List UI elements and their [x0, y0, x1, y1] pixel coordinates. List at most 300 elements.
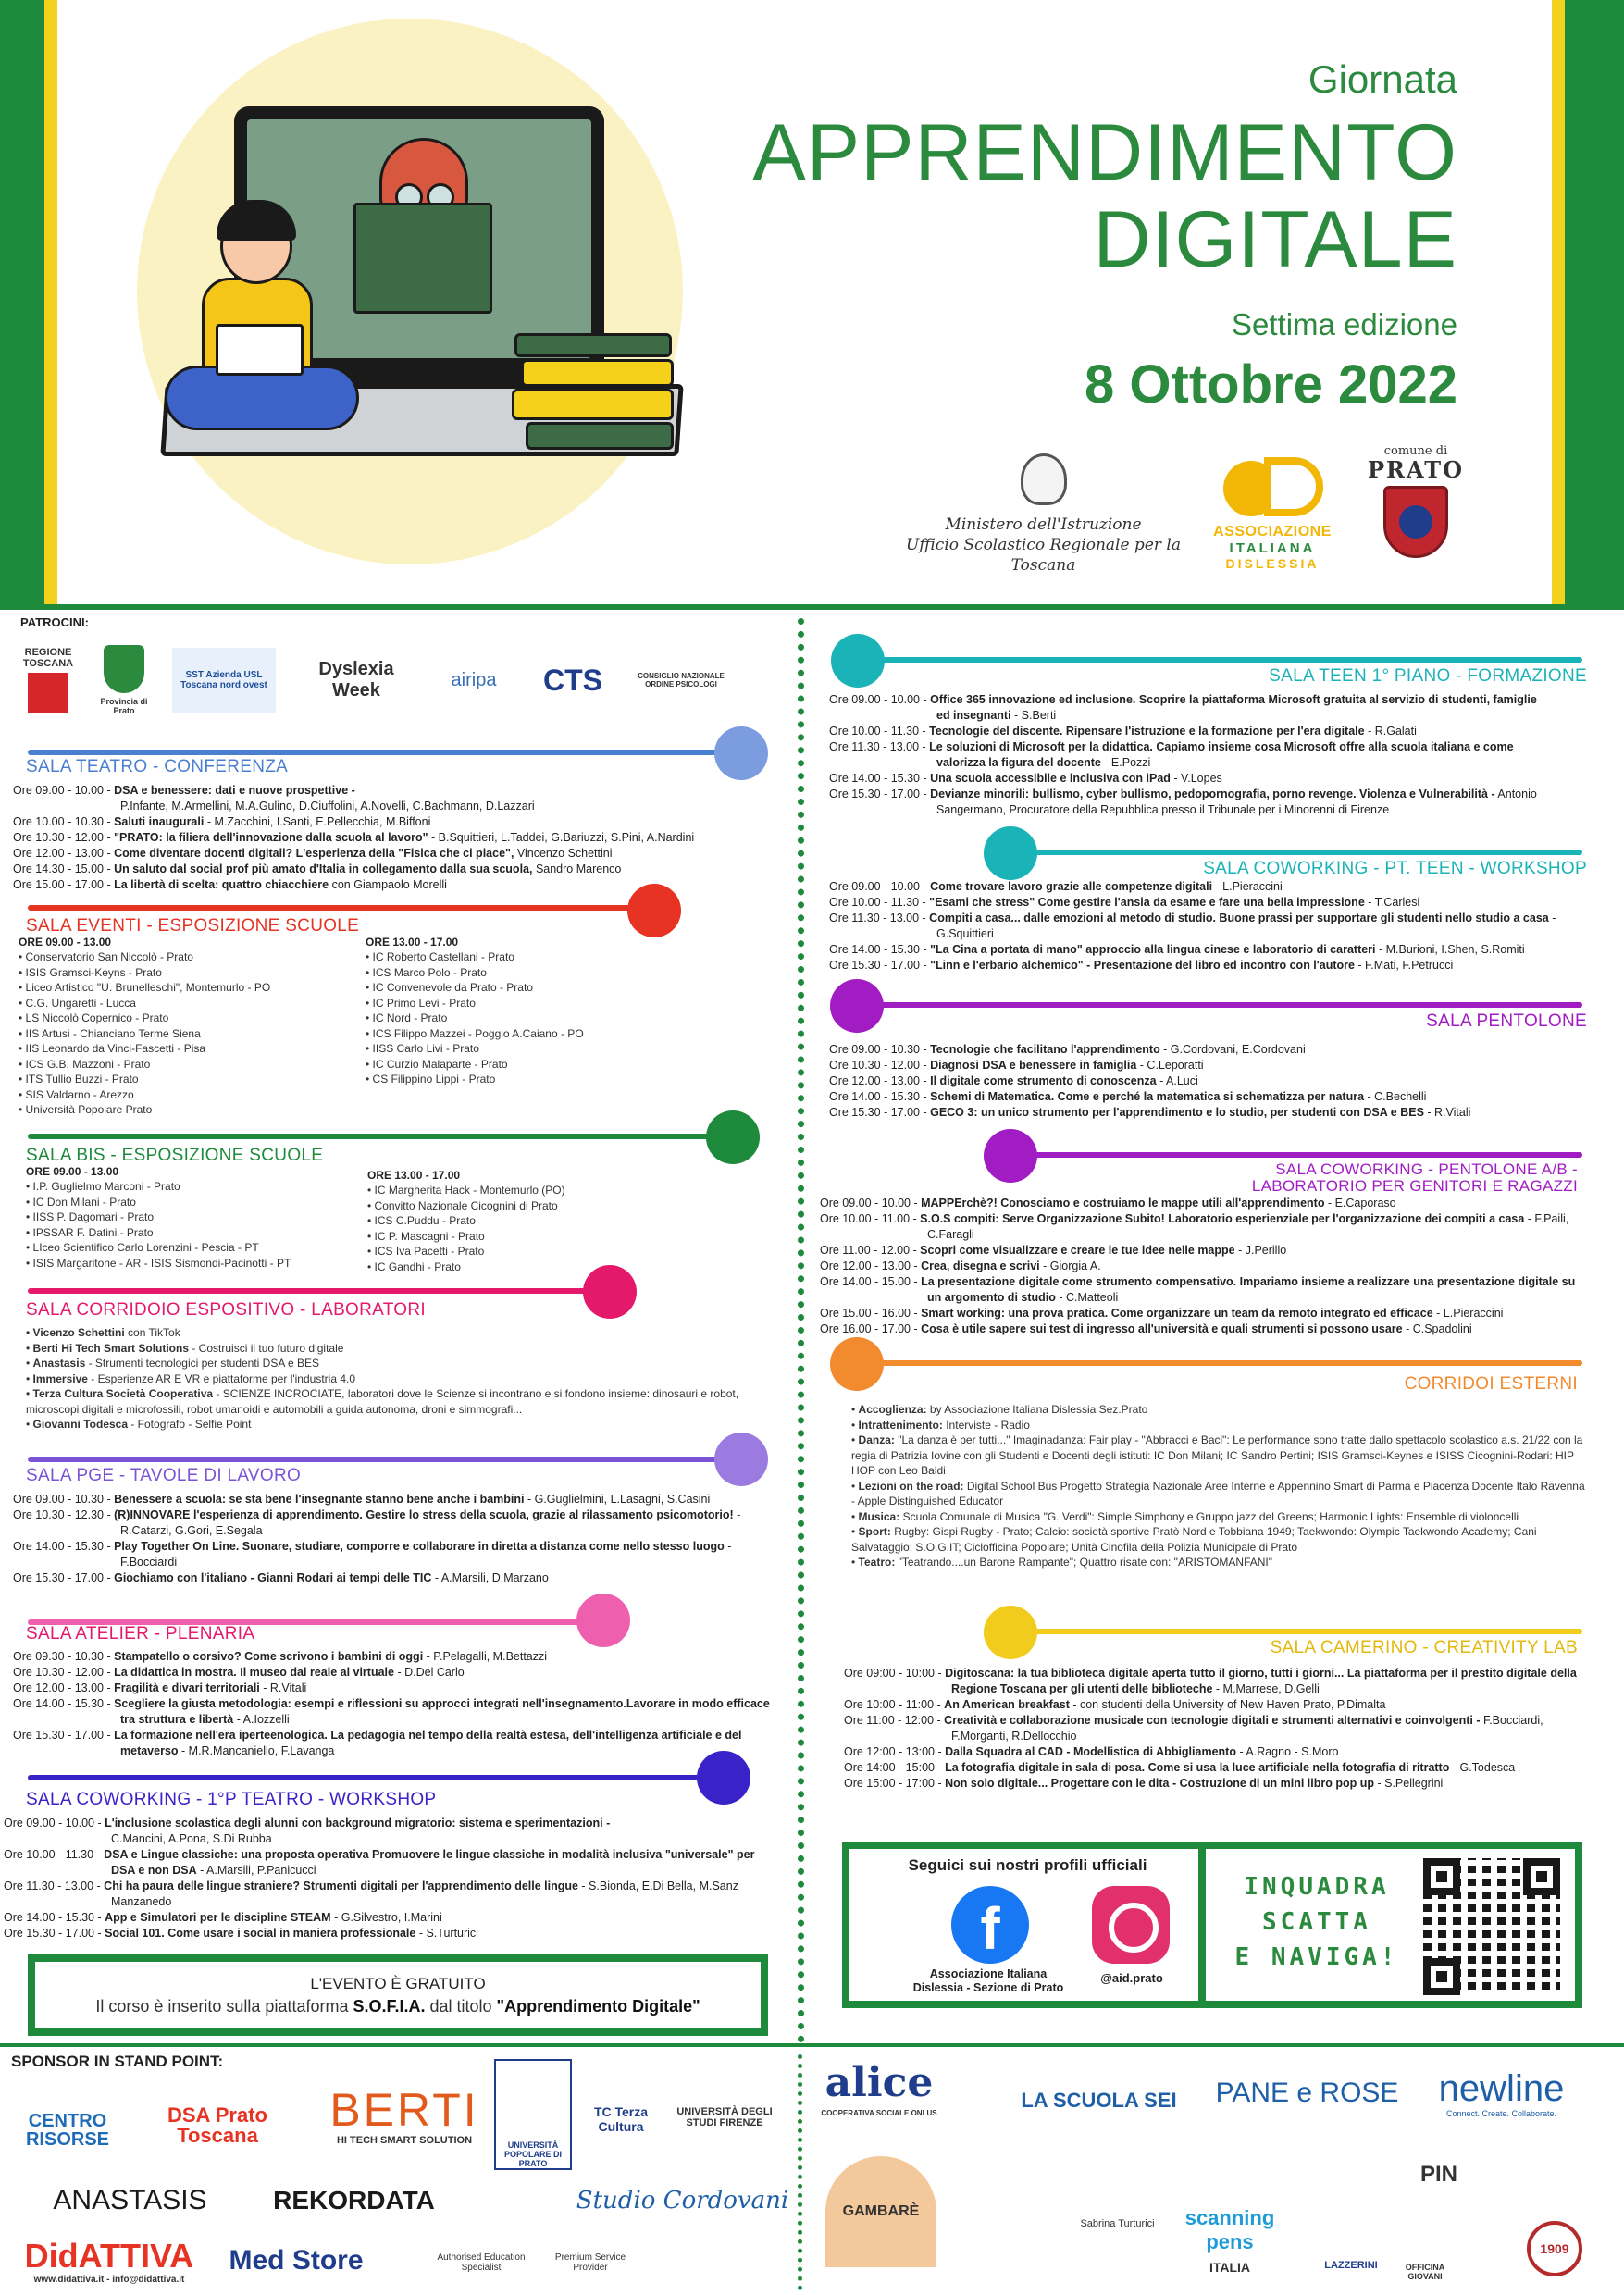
session-title: "PRATO: la filiera dell'innovazione dalla scuola al lavoro" — [114, 831, 428, 844]
session-title: Digitoscana: la tua biblioteca digitale aperta tutto il giorno, tutti i giorni... La piattaforma per il prestito digitale della Regione Toscana per gli utenti delle biblioteche — [945, 1667, 1577, 1695]
session-title: La formazione nell'era iperteenologica. La pedagogia nel tempo della realtà estesa, dell'intelligenza artificiale e del metaverso — [114, 1729, 742, 1757]
schedule-row — [844, 1760, 1584, 1776]
school-item: • IC Don Milani - Prato — [26, 1195, 368, 1210]
session-time: Ore 14.00 - 15.30 - — [4, 1911, 105, 1924]
time-slot: ORE 09.00 - 13.00 — [26, 1165, 119, 1178]
item-desc: - Esperienze AR E VR e piattaforme per l'industria 4.0 — [87, 1371, 356, 1385]
schedule-row — [13, 830, 781, 846]
session-speakers: - S.Turturici — [415, 1927, 478, 1940]
session-speakers: - E.Pozzi — [1100, 756, 1151, 769]
timeline-bar — [28, 1288, 629, 1294]
school-item: • ISIS Margaritone - AR - ISIS Sismondi-Pacinotti - PT — [26, 1256, 368, 1272]
school-item: • I.P. Guglielmo Marconi - Prato — [26, 1179, 368, 1195]
schedule-row — [820, 1321, 1588, 1337]
section-title: SALA COWORKING - 1°P TEATRO - WORKSHOP — [26, 1790, 437, 1809]
schedule-row — [844, 1744, 1584, 1760]
session-speakers: - C.Spadolini — [1402, 1322, 1472, 1335]
social-box — [842, 1842, 1582, 2008]
session-time: Ore 15.30 - 17.00 - — [829, 1106, 931, 1119]
item-desc: "Teatrando....un Barone Rampante"; Quattro risate con: "ARISTOMANFANI" — [895, 1556, 1272, 1569]
session-speakers: - G.Guglielmini, L.Lasagni, S.Casini — [524, 1493, 711, 1506]
school-item: • IC Curzio Malaparte - Prato — [366, 1057, 736, 1073]
sponsor-column-divider — [798, 2054, 802, 2290]
schedule-row — [13, 1681, 781, 1696]
session-time: Ore 15.30 - 17.00 - — [13, 1729, 115, 1742]
school-item: • ICS Iva Pacetti - Prato — [367, 1244, 719, 1259]
schedule-row — [829, 1058, 1560, 1073]
education-specialist-badge: Authorised Education Specialist — [437, 2252, 526, 2273]
session-time: Ore 12:00 - 13:00 - — [844, 1745, 946, 1758]
school-item: • IIS Artusi - Chianciano Terme Siena — [19, 1026, 370, 1042]
schedule-row — [820, 1211, 1588, 1243]
session-title: Benessere a scuola: se sta bene l'insegnante stanno bene anche i bambini — [114, 1493, 525, 1506]
aid-text-2: ITALIANA — [1229, 540, 1316, 556]
sabrina-turturici-logo: Sabrina Turturici — [1080, 2218, 1155, 2229]
session-title: Cosa è utile sapere sui test di ingresso all'università e quali strumenti si possono usare — [921, 1322, 1403, 1335]
item-desc: Interviste - Radio — [942, 1418, 1030, 1432]
section-subtitle: LABORATORIO PER GENITORI E RAGAZZI — [1251, 1177, 1578, 1195]
schedule-row — [4, 1816, 781, 1831]
sst-usl-logo: SST Azienda USL Toscana nord ovest — [172, 648, 276, 713]
eventi-morning — [19, 935, 370, 1118]
session-title: Compiti a casa... dalle emozioni al metodo di studio. Buone prassi per supportare gli studenti nello studio a casa — [929, 912, 1549, 924]
session-time: Ore 15.00 - 16.00 - — [820, 1307, 922, 1320]
schedule-row — [820, 1306, 1588, 1321]
session-title: Saluti inaugurali — [114, 815, 205, 828]
school-item: • IIS Leonardo da Vinci-Fascetti - Pisa — [19, 1041, 370, 1057]
eventi-afternoon — [366, 935, 736, 1087]
school-list — [366, 949, 736, 1087]
open-book-icon — [353, 203, 492, 314]
school-item: • IC Primo Levi - Prato — [366, 996, 736, 1011]
session-time: Ore 15.30 - 17.00 - — [829, 959, 931, 972]
item-name: Vicenzo Schettini — [32, 1326, 125, 1339]
schedule-row — [829, 739, 1551, 771]
session-speakers: - C.Matteoli — [1055, 1291, 1119, 1304]
session-speakers: - A.Luci — [1156, 1074, 1198, 1087]
session-speakers: - C.Bechelli — [1364, 1090, 1427, 1103]
session-title: Office 365 innovazione ed inclusione. Scoprire la piattaforma Microsoft gratuita al servizio di studenti, famiglie ed insegnanti — [930, 693, 1537, 722]
schedule-row — [13, 814, 781, 830]
sala-eventi-section — [26, 916, 729, 937]
ministry-logo — [888, 453, 1198, 574]
comune-prato-logo — [1360, 444, 1471, 583]
psicologi-logo: CONSIGLIO NAZIONALE ORDINE PSICOLOGI — [638, 672, 725, 688]
facebook-icon[interactable]: f — [951, 1886, 1029, 1964]
item-desc: - Strumenti tecnologici per studenti DSA e BES — [85, 1357, 320, 1370]
item-name: Berti Hi Tech Smart Solutions — [32, 1341, 190, 1355]
centro-risorse-logo: CENTRO RISORSE — [25, 2111, 110, 2150]
school-item: • IC Margherita Hack - Montemurlo (PO) — [367, 1183, 719, 1198]
newline-tagline: Connect. Create. Collaborate. — [1445, 2109, 1557, 2118]
item-desc: Digital School Bus Progetto Strategia Nazionale Aree Interne e Appennino Smart di Parma e Piacenza Docente Italo Ravenna - Apple Distinguished Educator — [851, 1479, 1585, 1507]
timeline-bar — [28, 905, 648, 911]
list-item — [851, 1524, 1587, 1555]
school-item: • IPSSAR F. Datini - Prato — [26, 1225, 368, 1241]
sala-coworking-teatro-section — [26, 1790, 729, 1810]
schedule-row — [13, 1665, 781, 1681]
sala-camerino-schedule — [844, 1666, 1584, 1792]
section-title: SALA TEEN 1° PIANO - FORMAZIONE — [1269, 666, 1587, 686]
session-speakers: - Giorgia A. — [1039, 1259, 1101, 1272]
scanning-pens-country: ITALIA — [1209, 2260, 1251, 2275]
session-speakers: Vincenzo Schettini — [514, 847, 613, 860]
premium-provider-badge: Premium Service Provider — [554, 2252, 626, 2273]
patrocini-logos — [20, 634, 761, 726]
esterni-list — [851, 1402, 1587, 1570]
schedule-row — [13, 1649, 781, 1665]
scuola-sei-logo: LA SCUOLA SEI — [1021, 2089, 1177, 2112]
session-speakers: - G.Squittieri — [936, 912, 1556, 940]
session-time: Ore 10.00 - 11.00 - — [820, 1212, 921, 1225]
session-time: Ore 14.00 - 15.30 - — [13, 1540, 115, 1553]
schedule-row — [829, 771, 1551, 787]
book-stack-icon — [512, 389, 674, 420]
dyslexia-week-logo: Dyslexia Week — [318, 659, 394, 701]
session-speakers: - A.Marsili, D.Marzano — [431, 1571, 549, 1584]
qr-code-icon[interactable] — [1423, 1858, 1560, 1995]
list-item — [26, 1386, 757, 1417]
session-title: Crea, disegna e scrivi — [921, 1259, 1040, 1272]
session-time: Ore 14.00 - 15.30 - — [13, 1697, 115, 1710]
session-title: DSA e Lingue classiche: una proposta operativa Promuovere le lingue classiche in modalità inclusiva "universale" per DSA e non DSA — [104, 1848, 755, 1877]
section-title: SALA ATELIER - PLENARIA — [26, 1624, 255, 1644]
session-time: Ore 15.30 - 17.00 - — [13, 1571, 115, 1584]
schedule-row — [829, 911, 1560, 942]
schedule-row — [844, 1776, 1584, 1792]
schedule-row — [829, 787, 1551, 818]
session-speakers: - B.Squittieri, L.Taddei, G.Bariuzzi, S.Pini, A.Nardini — [428, 831, 695, 844]
session-time: Ore 10.30 - 12.00 - — [829, 1059, 931, 1072]
session-speakers: - R.Vitali — [259, 1681, 307, 1694]
session-time: Ore 14.30 - 15.00 - — [13, 862, 115, 875]
session-speakers: - S.Pellegrini — [1374, 1777, 1444, 1790]
session-time: Ore 12.00 - 13.00 - — [829, 1074, 931, 1087]
session-speakers: Sandro Marenco — [532, 862, 622, 875]
session-title: Schemi di Matematica. Come e perché la matematica si schematizza per natura — [930, 1090, 1365, 1103]
schedule-row — [829, 1089, 1560, 1105]
sala-teatro-section — [26, 757, 729, 777]
school-item: • LS Niccolò Copernico - Prato — [19, 1011, 370, 1026]
qr-slogan: INQUADRA SCATTA E NAVIGA! — [1234, 1873, 1399, 1971]
alice-logo: alice — [824, 2058, 934, 2106]
schedule-row — [829, 895, 1560, 911]
officina-giovani-logo: OFFICINA GIOVANI — [1405, 2263, 1445, 2281]
session-time: Ore 16.00 - 17.00 - — [820, 1322, 922, 1335]
universita-popolare-logo: UNIVERSITÀ POPOLARE DI PRATO — [494, 2059, 572, 2170]
medstore-logo: Med Store — [229, 2245, 364, 2276]
bis-afternoon — [367, 1168, 719, 1274]
berti-tagline: HI TECH SMART SOLUTION — [336, 2135, 473, 2146]
session-speakers: - R.Vitali — [1423, 1106, 1471, 1119]
session-time: Ore 09.00 - 10.30 - — [829, 1043, 931, 1056]
timeline-bar — [28, 750, 740, 755]
timeline-bar — [28, 1775, 722, 1780]
schedule-row — [13, 1492, 781, 1507]
anastasis-logo: ANASTASIS — [53, 2185, 207, 2215]
session-title: Non solo digitale... Progettare con le dita - Costruzione di un mini libro pop up — [945, 1777, 1374, 1790]
session-time: Ore 11.30 - 13.00 - — [829, 912, 930, 924]
time-slot: ORE 09.00 - 13.00 — [19, 936, 112, 949]
right-green-bar — [1565, 0, 1624, 606]
schedule-row — [844, 1713, 1584, 1744]
session-speakers: - A.Marsili, P.Panicucci — [196, 1864, 316, 1877]
airipa-logo: airipa — [451, 669, 497, 690]
free-event-title: L'EVENTO È GRATUITO — [310, 1975, 486, 1992]
schedule-row — [820, 1274, 1588, 1306]
sofia-note: Il corso è inserito sulla piattaforma S.O.F.I.A. dal titolo "Apprendimento Digitale" — [95, 1997, 700, 2016]
timeline-bar — [1010, 850, 1582, 855]
item-desc: Scuola Comunale di Musica "G. Verdi": Simple Simphony e Gruppo jazz del Greens; Harmonic Lights: Ensemble di violoncelli — [899, 1509, 1519, 1523]
school-item: • IC Gandhi - Prato — [367, 1259, 719, 1275]
item-name: Danza: — [858, 1433, 895, 1446]
session-title: Tecnologie che facilitano l'apprendimento — [930, 1043, 1160, 1056]
session-title: Come trovare lavoro grazie alle competenze digitali — [930, 880, 1213, 893]
session-time: Ore 09.30 - 10.30 - — [13, 1650, 115, 1663]
edition-label: Settima edizione — [1232, 307, 1457, 341]
section-title: SALA EVENTI - ESPOSIZIONE SCUOLE — [26, 916, 360, 936]
school-list — [26, 1179, 368, 1271]
school-item: • ITS Tullio Buzzi - Prato — [19, 1072, 370, 1087]
schedule-row — [13, 1728, 781, 1759]
schedule-row — [820, 1243, 1588, 1259]
session-title: "Linn e l'erbario alchemico" - Presentazione del libro ed incontro con l'autore — [930, 959, 1355, 972]
sala-camerino-section — [888, 1638, 1578, 1658]
session-title: (R)INNOVARE l'esperienza di apprendimento. Gestire lo stress della scuola, grazie al rilassamento psicomotorio! — [114, 1508, 734, 1521]
page-title — [703, 109, 1457, 283]
session-title: Un saluto dal social prof più amato d'Italia in collegamento dalla sua scuola, — [114, 862, 533, 875]
session-time: Ore 09.00 - 10.00 - — [13, 784, 115, 797]
session-title: GECO 3: un unico strumento per l'apprendimento e lo studio, per studenti con DSA e BES — [930, 1106, 1424, 1119]
school-item: • ISIS Gramsci-Keyns - Prato — [19, 965, 370, 981]
schedule-row — [13, 1696, 781, 1728]
schedule-row — [829, 692, 1551, 724]
aid-text-3: DISLESSIA — [1225, 556, 1320, 571]
laboratori-list — [26, 1325, 757, 1433]
patrocini-title: PATROCINI: — [20, 615, 89, 629]
session-title: DSA e benessere: dati e nuove prospettive - — [114, 784, 355, 797]
list-item — [851, 1509, 1587, 1525]
session-speakers: P.Infante, M.Armellini, M.A.Gulino, D.Ciuffolini, A.Novelli, C.Bachmann, D.Lazzari — [120, 800, 535, 813]
schedule-row — [4, 1926, 781, 1941]
newline-logo: newline — [1438, 2067, 1565, 2109]
session-title: Play Together On Line. Suonare, studiare, comporre e collaborare in diretta a distanza come nello stesso luogo — [114, 1540, 725, 1553]
schedule-row — [829, 1042, 1560, 1058]
sala-bis-section — [26, 1146, 729, 1166]
timeline-bar — [861, 1002, 1582, 1008]
prato-small: comune di — [1383, 444, 1448, 458]
item-desc: - Fotografo - Selfie Point — [128, 1418, 252, 1431]
session-speakers: - E.Caporaso — [1324, 1197, 1396, 1210]
book-stack-icon — [521, 359, 674, 387]
session-speakers: con Giampaolo Morelli — [329, 878, 447, 891]
prato-shield-icon — [1383, 486, 1448, 558]
session-time: Ore 14.00 - 15.30 - — [829, 772, 931, 785]
sala-atelier-schedule — [13, 1649, 781, 1759]
title-line-1: APPRENDIMENTO — [752, 108, 1457, 197]
didattiva-contact: www.didattiva.it - info@didattiva.it — [33, 2274, 185, 2285]
session-time: Ore 09:00 - 10:00 - — [844, 1667, 946, 1680]
schedule-row — [829, 1105, 1560, 1121]
session-speakers: - P.Pelagalli, M.Bettazzi — [423, 1650, 548, 1663]
left-yellow-bar — [44, 0, 57, 606]
session-speakers: F.Bocciardi, F.Morganti, R.Dellocchio — [951, 1714, 1543, 1743]
session-title: Una scuola accessibile e inclusiva con iPad — [930, 772, 1171, 785]
sala-pge-schedule — [13, 1492, 781, 1586]
session-title: An American breakfast — [944, 1698, 1070, 1711]
item-desc: Rugby: Gispi Rugby - Prato; Calcio: società sportive Pratò Nord e Tobbiana 1949; Taekwondo: Olympic Taekwondo Academy; Cani Salvataggio: S.O.G.IT; Ciclofficina Popolare; Unità Cinofila della Polizia Municipale di Prato — [851, 1525, 1537, 1554]
sala-corridoio-section — [26, 1300, 729, 1321]
lazzerini-logo: LAZZERINI — [1324, 2260, 1378, 2271]
session-time: Ore 12.00 - 13.00 - — [13, 847, 115, 860]
column-divider — [798, 618, 805, 2043]
header-divider — [0, 604, 1624, 610]
follow-us-label: Seguici sui nostri profili ufficiali — [908, 1856, 1147, 1874]
cts-logo: CTS — [543, 663, 602, 697]
school-item: • ICS C.Puddu - Prato — [367, 1213, 719, 1229]
session-time: Ore 15.00 - 17.00 - — [13, 878, 115, 891]
session-title: Come diventare docenti digitali? L'esperienza della "Fisica che ci piace", — [114, 847, 514, 860]
school-item: • IC Convenevole da Prato - Prato — [366, 980, 736, 996]
berti-logo: BERTI — [329, 2084, 479, 2136]
sala-coworking-teatro-schedule — [4, 1816, 781, 1941]
session-time: Ore 10.30 - 12.00 - — [13, 831, 115, 844]
session-time: Ore 10.30 - 12.30 - — [13, 1508, 115, 1521]
session-time: Ore 15.30 - 17.00 - — [4, 1927, 105, 1940]
session-speakers: - A.Ragno - S.Moro — [1235, 1745, 1339, 1758]
item-name: Anastasis — [32, 1357, 86, 1370]
session-time: Ore 15:00 - 17:00 - — [844, 1777, 946, 1790]
sala-coworking-teen-section — [888, 859, 1587, 879]
timeline-bar — [28, 1457, 740, 1462]
session-speakers: - G.Todesca — [1449, 1761, 1516, 1774]
session-title: Smart working: una prova pratica. Come organizzare un team da remoto integrato ed efficace — [921, 1307, 1433, 1320]
timeline-bar — [1010, 1152, 1582, 1158]
item-desc: con TikTok — [124, 1326, 180, 1339]
right-yellow-bar — [1552, 0, 1565, 606]
session-title: Devianze minorili: bullismo, cyber bullismo, pedopornografia, porno revenge. Violenza e Vulnerabilità - — [930, 788, 1495, 800]
session-time: Ore 10.00 - 11.30 - — [829, 896, 930, 909]
timeline-bar — [861, 657, 1582, 663]
session-title: Il digitale come strumento di conoscenza — [930, 1074, 1157, 1087]
schedule-row — [4, 1910, 781, 1926]
session-time: Ore 11:00 - 12:00 - — [844, 1714, 945, 1727]
session-time: Ore 15.30 - 17.00 - — [829, 788, 931, 800]
item-name: Intrattenimento: — [858, 1418, 943, 1432]
school-item: • ICS Marco Polo - Prato — [366, 965, 736, 981]
instagram-label: @aid.prato — [1100, 1971, 1163, 1985]
session-title: La presentazione digitale come strumento compensativo. Impariamo insieme a realizzare una presentazione digitale su un argomento di studio — [921, 1275, 1576, 1304]
item-desc: - Costruisci il tuo futuro digitale — [189, 1341, 344, 1355]
schedule-row — [820, 1259, 1588, 1274]
corridoi-esterni-section — [888, 1374, 1578, 1395]
sponsor-title: SPONSOR IN STAND POINT: — [11, 2053, 224, 2070]
school-item: • C.G. Ungaretti - Lucca — [19, 996, 370, 1011]
bis-morning — [26, 1164, 368, 1271]
session-time: Ore 10.00 - 11.30 - — [4, 1848, 105, 1861]
timeline-bar — [1010, 1629, 1582, 1634]
list-item — [26, 1356, 757, 1371]
session-speakers: - F.Mati, F.Petrucci — [1354, 959, 1454, 972]
session-time: Ore 10:00 - 11:00 - — [844, 1698, 945, 1711]
prato-big: PRATO — [1367, 456, 1465, 483]
item-name: Lezioni on the road: — [858, 1479, 964, 1493]
session-speakers: - D.Del Carlo — [393, 1666, 465, 1679]
sala-teen-schedule — [829, 692, 1551, 818]
school-item: • IC Nord - Prato — [366, 1011, 736, 1026]
session-time: Ore 12.00 - 13.00 - — [820, 1259, 922, 1272]
school-list — [19, 949, 370, 1118]
item-name: Terza Cultura Società Cooperativa — [32, 1387, 214, 1400]
session-title: Scopri come visualizzare e creare le tue idee nelle mappe — [920, 1244, 1235, 1257]
schedule-row — [4, 1879, 781, 1910]
school-item: • Conservatorio San Niccolò - Prato — [19, 949, 370, 965]
left-green-bar — [0, 0, 44, 606]
school-item: • SIS Valdarno - Arezzo — [19, 1087, 370, 1103]
session-title: "Esami che stress" Come gestire l'ansia da esame e fare una bella impressione — [929, 896, 1365, 909]
sala-teen-section — [888, 666, 1587, 687]
mini-laptop-icon — [216, 324, 304, 376]
schedule-row — [4, 1831, 781, 1847]
pane-e-rose-logo: PANE e ROSE — [1215, 2078, 1399, 2108]
session-speakers: - T.Carlesi — [1364, 896, 1420, 909]
timeline-bar — [28, 1134, 750, 1139]
session-time: Ore 11.30 - 13.00 - — [829, 740, 930, 753]
session-speakers: - G.Silvestro, I.Marini — [330, 1911, 442, 1924]
session-speakers: - L.Pieraccini — [1432, 1307, 1504, 1320]
aid-mark-icon — [1218, 453, 1327, 524]
school-item: • IISS Carlo Livi - Prato — [366, 1041, 736, 1057]
schedule-row — [829, 958, 1560, 974]
list-item — [26, 1341, 757, 1357]
session-speakers: - G.Cordovani, E.Cordovani — [1159, 1043, 1306, 1056]
session-speakers: - S.Bionda, E.Di Bella, M.Sanz Manzanedo — [111, 1879, 738, 1908]
session-speakers: - con studenti della University of New Haven Prato, P.Dimalta — [1069, 1698, 1386, 1711]
instagram-icon[interactable] — [1092, 1886, 1170, 1964]
list-item — [26, 1371, 757, 1387]
schedule-row — [829, 879, 1560, 895]
school-item: • Liceo Artistico "U. Brunelleschi", Montemurlo - PO — [19, 980, 370, 996]
session-time: Ore 11.30 - 13.00 - — [4, 1879, 105, 1892]
schedule-row — [13, 1539, 781, 1570]
sala-teatro-schedule — [13, 783, 781, 893]
school-item: • ICS G.B. Mazzoni - Prato — [19, 1057, 370, 1073]
session-speakers: - J.Perillo — [1234, 1244, 1287, 1257]
session-time: Ore 14.00 - 15.00 - — [820, 1275, 922, 1288]
session-speakers: - V.Lopes — [1170, 772, 1222, 785]
session-speakers: - M.R.Mancaniello, F.Lavanga — [178, 1744, 335, 1757]
sala-pge-section — [26, 1466, 729, 1486]
list-item — [851, 1555, 1587, 1570]
session-time: Ore 12.00 - 13.00 - — [13, 1681, 115, 1694]
item-name: Giovanni Todesca — [32, 1418, 129, 1431]
session-speakers: - M.Burioni, I.Shen, S.Romiti — [1375, 943, 1525, 956]
facebook-label: Associazione Italiana Dislessia - Sezione di Prato — [912, 1967, 1064, 1994]
section-title: CORRIDOI ESTERNI — [1404, 1374, 1578, 1394]
session-title: Diagnosi DSA e benessere in famiglia — [930, 1059, 1137, 1072]
session-speakers: - R.Catarzi, G.Gori, E.Segala — [120, 1508, 741, 1537]
item-desc: by Associazione Italiana Dislessia Sez.Prato — [926, 1403, 1148, 1416]
sponsor-divider — [0, 2043, 1624, 2047]
list-item — [26, 1417, 757, 1433]
session-time: Ore 10.30 - 12.00 - — [13, 1666, 115, 1679]
section-title: SALA COWORKING - PT. TEEN - WORKSHOP — [1203, 859, 1587, 878]
sala-atelier-section — [26, 1624, 729, 1644]
schedule-row — [13, 1507, 781, 1539]
sala-pentolone-section — [888, 1011, 1587, 1032]
item-name: Sport: — [858, 1525, 891, 1538]
sala-coworking-pentolone-schedule — [820, 1196, 1588, 1337]
